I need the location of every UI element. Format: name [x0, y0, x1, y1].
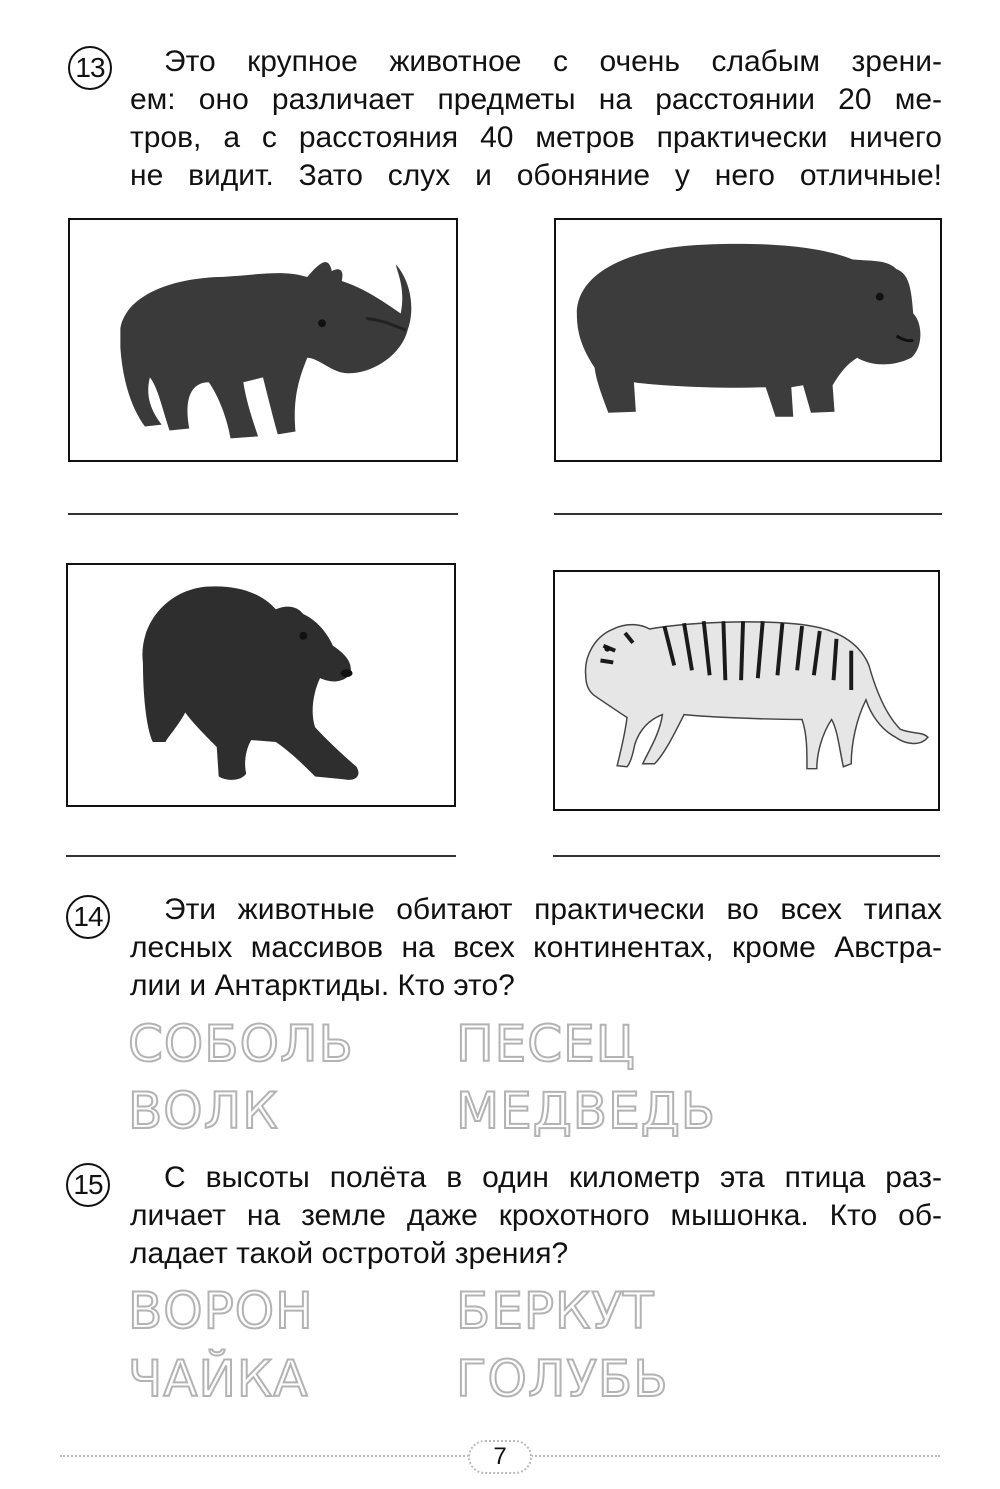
picture-hippopotamus — [554, 218, 942, 462]
question-15-line-2: личает на земле даже крохотного мышонка. Кто об- — [130, 1199, 942, 1232]
q15-option-chayka[interactable]: ЧАЙКА — [128, 1350, 309, 1408]
hippopotamus-illustration — [556, 220, 940, 460]
picture-bear — [66, 563, 456, 807]
question-14-text — [130, 891, 942, 1005]
question-14-line-3: лии и Антарктиды. Кто это? — [130, 969, 515, 1002]
q15-option-voron[interactable]: ВОРОН — [128, 1282, 314, 1340]
question-13-line-2: ем: оно различает предметы на расстоянии 20 ме- — [130, 83, 942, 116]
answer-line-hippopotamus[interactable] — [554, 513, 942, 515]
question-14-line-1: Эти животные обитают практически во всех типах — [164, 893, 942, 926]
question-15-number: 15 — [66, 1163, 110, 1207]
picture-tiger — [553, 570, 940, 811]
answer-line-rhinoceros[interactable] — [68, 513, 458, 515]
q14-option-sobol[interactable]: СОБОЛЬ — [128, 1015, 354, 1073]
answer-line-tiger[interactable] — [553, 855, 940, 857]
tiger-illustration — [555, 572, 938, 809]
q14-option-pesets[interactable]: ПЕСЕЦ — [456, 1015, 636, 1073]
question-15-text — [130, 1159, 942, 1273]
answer-line-bear[interactable] — [66, 855, 456, 857]
bear-illustration — [68, 565, 454, 805]
question-13-text — [130, 43, 942, 195]
rhinoceros-illustration — [70, 220, 456, 460]
question-13-line-3: тров, а с расстояния 40 метров практически ничего — [130, 121, 942, 154]
question-13-line-4: не видит. Зато слух и обоняние у него отличные! — [130, 159, 942, 192]
question-13-number: 13 — [68, 46, 112, 90]
question-15-line-1: С высоты полёта в один километр эта птица раз- — [164, 1161, 942, 1194]
q14-option-volk[interactable]: ВОЛК — [128, 1082, 279, 1140]
question-14-line-2: лесных массивов на всех континентах, кроме Австра- — [130, 931, 942, 964]
q15-option-golub[interactable]: ГОЛУБЬ — [456, 1350, 669, 1408]
page-number: 7 — [468, 1440, 532, 1474]
question-14-number: 14 — [66, 895, 110, 939]
question-13-line-1: Это крупное животное с очень слабым зрени- — [164, 45, 942, 78]
question-15-line-3: ладает такой остротой зрения? — [130, 1237, 569, 1270]
picture-rhinoceros — [68, 218, 458, 462]
q14-option-medved[interactable]: МЕДВЕДЬ — [456, 1082, 717, 1140]
q15-option-berkut[interactable]: БЕРКУТ — [456, 1282, 655, 1340]
